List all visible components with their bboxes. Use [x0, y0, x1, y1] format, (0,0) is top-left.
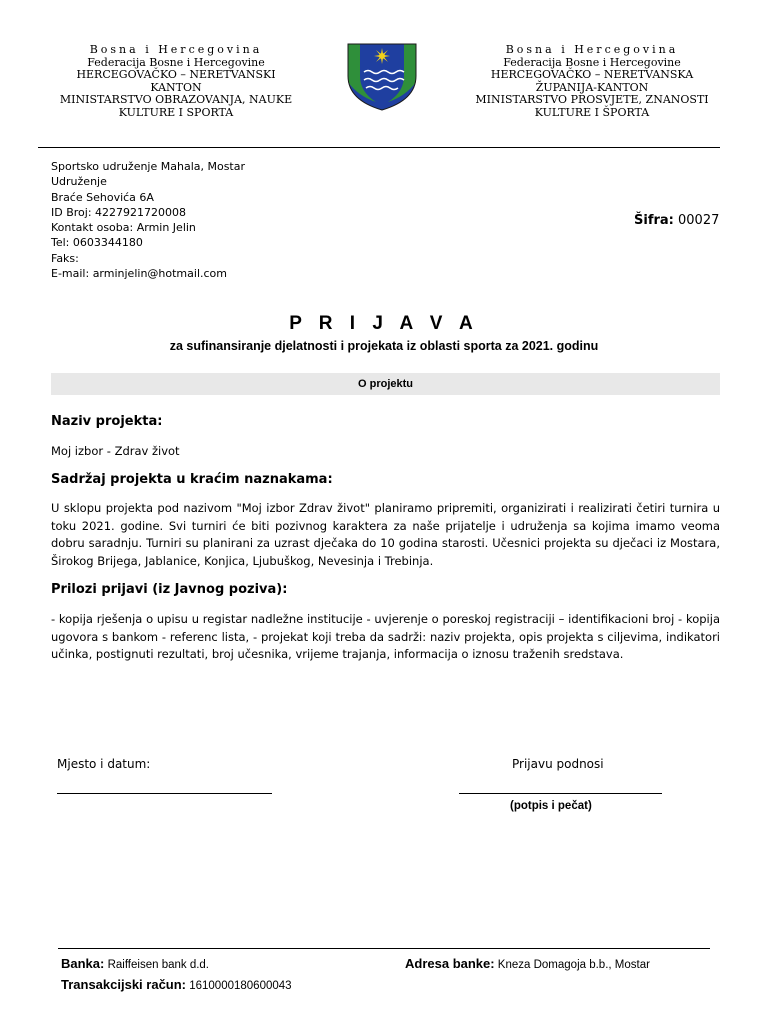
applicant-address: Braće Sehovića 6A: [51, 190, 154, 204]
project-summary-text: U sklopu projekta pod nazivom "Moj izbor Zdrav život" planiramo pripremiti, organizirati i realizirati četiri turnira u toku 2021. godine. Svi turniri će biti pozivnog karaktera za naše prijatelje i udruženja sa kojima imamo veoma dobru saradnju. Turniri su planirani za uzrast dječaka do 10 godina starosti. Učesnici projekta su dječaci iz Mostara, Širokog Brijega, Jablanice, Konjica, Ljubuškog, Nevesinja i Trebinja.: [51, 501, 720, 568]
header-divider: [38, 147, 720, 148]
coat-of-arms-icon: [346, 42, 418, 112]
account-label: Transakcijski račun:: [61, 977, 187, 992]
signature-line: [459, 793, 662, 794]
submitter-label: Prijavu podnosi: [512, 757, 604, 771]
applicant-type: Udruženje: [51, 175, 107, 189]
document-title: P R I J A V A: [289, 313, 479, 334]
attachments-text: - kopija rješenja o upisu u registar nadležne institucije - uvjerenje o poreskoj registraciji – identifikacioni broj - kopija ugovora s bankom - referenc lista, - projekat koji treba da sadrži: naziv projekta, opis projekta s ciljevima, indikatori učinka, postignuti rezultati, broj učesnika, vrijeme trajanja, informacija o iznosu traženih sredstava.: [51, 612, 720, 661]
header-right-federation: Federacija Bosne i Hercegovine: [503, 55, 681, 69]
header-right: [472, 44, 712, 119]
bank-address-label: Adresa banke:: [405, 956, 495, 971]
applicant-info: [51, 159, 245, 281]
attachments-heading: Prilozi prijavi (iz Javnog poziva):: [51, 582, 288, 597]
header-right-ministry: MINISTARSTVO PROSVJETE, ZNANOSTI: [475, 93, 709, 106]
section-bar-label: O projektu: [357, 378, 413, 390]
section-bar: [51, 373, 720, 395]
applicant-id: ID Broj: 4227921720008: [51, 205, 187, 219]
header-right-country: Bosna i Hercegovina: [505, 43, 679, 56]
header-right-ministry-2: KULTURE I ŠPORTA: [534, 105, 650, 119]
code-field: [634, 213, 719, 228]
footer-bank: [61, 956, 209, 971]
header-left-canton: HERCEGOVAČKO – NERETVANSKI: [76, 68, 276, 81]
signature-note: (potpis i pečat): [510, 800, 592, 812]
header-left-ministry-2: KULTURE I SPORTA: [118, 105, 234, 119]
footer-account: [61, 977, 292, 992]
document-subtitle: za sufinansiranje djelatnosti i projekata iz oblasti sporta za 2021. godinu: [169, 339, 599, 353]
header-left-ministry: MINISTARSTVO OBRAZOVANJA, NAUKE: [59, 93, 293, 106]
applicant-name: Sportsko udruženje Mahala, Mostar: [51, 160, 246, 173]
header-right-canton-2: ŽUPANIJA-KANTON: [535, 80, 649, 94]
footer-bank-address: [405, 956, 650, 971]
applicant-fax: Faks:: [51, 251, 79, 265]
header-left: [56, 44, 296, 119]
project-name-value: Moj izbor - Zdrav život: [51, 444, 180, 458]
place-date-label: Mjesto i datum:: [57, 757, 151, 771]
account-value: 1610000180600043: [189, 980, 292, 992]
applicant-email: E-mail: arminjelin@hotmail.com: [51, 267, 227, 281]
applicant-contact: Kontakt osoba: Armin Jelin: [51, 221, 196, 235]
bank-address-value: Kneza Domagoja b.b., Mostar: [497, 959, 650, 971]
footer-divider: [58, 948, 710, 949]
header-left-canton-2: KANTON: [150, 80, 202, 94]
header-left-country: Bosna i Hercegovina: [89, 43, 263, 56]
header-left-federation: Federacija Bosne i Hercegovine: [87, 55, 265, 69]
header-right-canton: HERCEGOVAČKO – NERETVANSKA: [490, 68, 694, 81]
applicant-tel: Tel: 0603344180: [51, 236, 143, 250]
code-label: Šifra:: [634, 213, 674, 228]
project-name-heading: Naziv projekta:: [51, 414, 163, 429]
project-summary-heading: Sadržaj projekta u kraćim naznakama:: [51, 472, 333, 487]
code-value: 00027: [678, 213, 720, 228]
place-date-line: [57, 793, 272, 794]
bank-value: Raiffeisen bank d.d.: [107, 959, 210, 971]
bank-label: Banka:: [61, 956, 105, 971]
